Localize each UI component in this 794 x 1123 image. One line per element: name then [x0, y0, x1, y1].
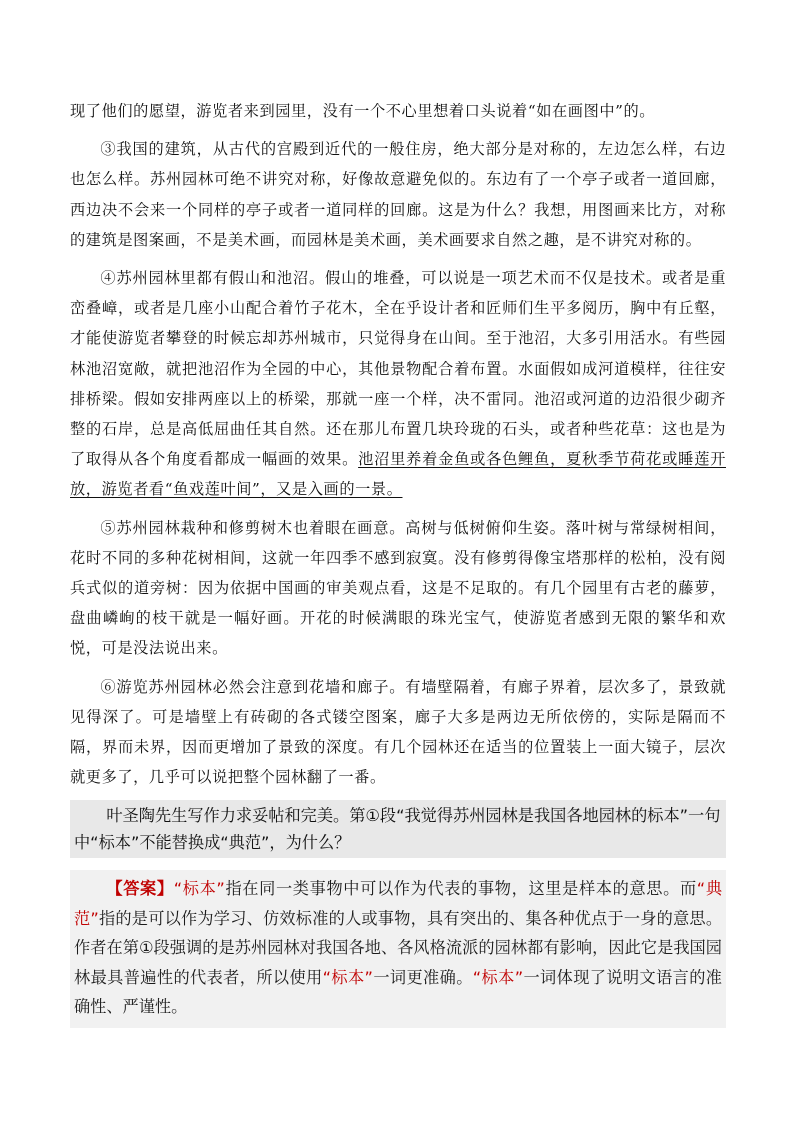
- paragraph-4: [70, 263, 726, 505]
- underlined-sentence: 池沼里养着金鱼或各色鲤鱼，夏秋季节荷花或睡莲开放，游览者看“鱼戏莲叶间”，又是入画的一景。: [70, 450, 726, 499]
- paragraph-4-text: ④苏州园林里都有假山和池沼。假山的堆叠，可以说是一项艺术而不仅是技术。或者是重峦叠嶂，或者是几座小山配合着竹子花木，全在乎设计者和匠师们生平多阅历，胸中有丘壑，才能使游览者攀登的时候忘却苏州城市，只觉得身在山间。至于池沼，大多引用活水。有些园林池沼宽敞，就把池沼作为全园的中心，其他景物配合着布置。水面假如成河道模样，往往安排桥梁。假如安排两座以上的桥梁，那就一座一个样，决不雷同。池沼或河道的边沿很少砌齐整的石岸，总是高低屈曲任其自然。还在那儿布置几块玲珑的石头，或者种些花草：这也是为了取得从各个角度看都成一幅画的效果。: [70, 269, 726, 469]
- answer-label: 【答案】: [106, 879, 174, 899]
- paragraph-5: ⑤苏州园林栽种和修剪树木也着眼在画意。高树与低树俯仰生姿。落叶树与常绿树相间，花时不同的多种花树相间，这就一年四季不感到寂寞。没有修剪得像宝塔那样的松柏，没有阅兵式似的道旁树：因为依据中国画的审美观点看，这是不足取的。有几个园里有古老的藤萝，盘曲嶙峋的枝干就是一幅好画。开花的时候满眼的珠光宝气，使游览者感到无限的繁华和欢悦，可是没法说出来。: [70, 518, 726, 658]
- paragraph-3: ③我国的建筑，从古代的宫殿到近代的一般住房，绝大部分是对称的，左边怎么样，右边也怎么样。苏州园林可绝不讲究对称，好像故意避免似的。东边有了一个亭子或者一道回廊，西边决不会来一个同样的亭子或者一道同样的回廊。这是为什么？我想，用图画来比方，对称的建筑是图案画，不是美术画，而园林是美术画，美术画要求自然之趣，是不讲究对称的。: [70, 140, 726, 249]
- paragraph-continuation: 现了他们的愿望，游览者来到园里，没有一个不心里想着口头说着“如在画图中”的。: [70, 102, 656, 120]
- answer-block: [70, 870, 726, 1028]
- answer-text-2: 指的是可以作为学习、仿效标准的人或事物，具有突出的、集各种优点于一身的意思。作者在第①段强调的是苏州园林对我国各地、各风格流派的园林都有影响，因此它是我国园林最具普遍性的代表者，所以使用: [74, 908, 723, 987]
- question-block: 叶圣陶先生写作力求妥帖和完美。第①段“我觉得苏州园林是我国各地园林的标本”一句中“标本”不能替换成“典范”，为什么？: [70, 800, 726, 858]
- answer-text-4: 一词体现了说明文语言的准确性、严谨性。: [74, 967, 722, 1017]
- answer-text-1: 指在同一类事物中可以作为代表的事物，这里是样本的意思。而: [224, 879, 697, 899]
- answer-term-3: “标本”: [322, 967, 373, 987]
- document-page: [70, 96, 726, 1028]
- paragraph-6: ⑥游览苏州园林必然会注意到花墙和廊子。有墙壁隔着，有廊子界着，层次多了，景致就见得深了。可是墙壁上有砖砌的各式镂空图案，廊子大多是两边无所依傍的，实际是隔而不隔，界而未界，因而更增加了景致的深度。有几个园林还在适当的位置装上一面大镜子，层次就更多了，几乎可以说把整个园林翻了一番。: [70, 677, 726, 787]
- reading-passage: [70, 96, 726, 792]
- answer-term-1: “标本”: [173, 879, 225, 899]
- answer-text-3: 一词更准确。: [372, 967, 473, 987]
- answer-term-4: “标本”: [472, 967, 524, 987]
- answer-term-2: “典范”: [74, 879, 723, 928]
